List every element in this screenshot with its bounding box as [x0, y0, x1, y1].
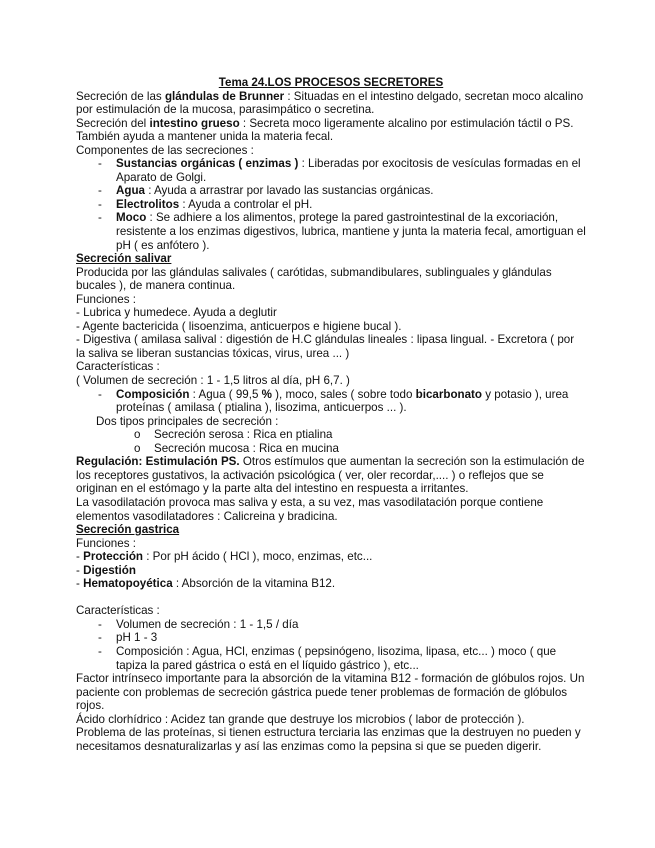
gastrica-caracteristica-item: - pH 1 - 3: [76, 631, 586, 645]
tipos-label: Dos tipos principales de secreción :: [96, 414, 279, 428]
component-item: [76, 184, 586, 198]
salivar-funciones-label: Funciones :: [76, 292, 136, 306]
gastrica-funciones-label: Funciones :: [76, 536, 136, 550]
component-text: : Liberadas por exocitosis de vesículas formadas en el Aparato de Golgi.: [116, 157, 581, 184]
component-item: [76, 198, 586, 212]
component-text: : Ayuda a controlar el pH.: [179, 197, 313, 211]
componentes-label: Componentes de las secreciones :: [76, 143, 254, 157]
proteinas-paragraph: Problema de las proteínas, si tienen estructura terciaria las enzimas que la destruyen no pueden y necesitamos desnaturalizarlas y así las enzimas como la pepsina si que se pueden digerir.: [76, 726, 581, 753]
salivar-funcion-item: - Lubrica y humedece. Ayuda a deglutir: [76, 306, 277, 320]
composicion-term: Composición: [116, 387, 190, 401]
tipo-item: o Secreción mucosa : Rica en mucina: [76, 442, 586, 456]
salivar-heading: Secreción salivar: [76, 252, 172, 266]
regulacion-paragraph: [76, 455, 586, 496]
gastrica-funcion-item: - Hematopoyética : Absorción de la vitamina B12.: [76, 577, 336, 591]
regulacion-term: Regulación: Estimulación PS.: [76, 455, 240, 469]
brunner-paragraph: [76, 90, 586, 117]
gastrica-funcion-item: - Protección : Por pH ácido ( HCl ), moco, enzimas, etc...: [76, 550, 373, 564]
grueso-paragraph: [76, 117, 586, 144]
hematopoyetica-text: : Absorción de la vitamina B12.: [172, 577, 336, 591]
component-item: [76, 211, 586, 252]
brunner-text: : Situadas en el intestino delgado, secretan moco alcalino por estimulación de la mucosa, parasimpático o secretina.: [76, 89, 584, 117]
grueso-text: : Secreta moco ligeramente alcalino por estimulación táctil o PS. También ayuda a mantener unida la materia fecal.: [76, 116, 574, 144]
vasodilatacion-paragraph: La vasodilatación provoca mas saliva y esta, a su vez, mas vasodilatación porque contiene elementos vasodilatadores : Calicreina y bradicina.: [76, 495, 544, 523]
salivar-intro: Producida por las glándulas salivales ( carótidas, submandibulares, sublinguales y glándulas bucales ), de manera continua.: [76, 265, 552, 293]
component-term: Moco: [116, 211, 147, 225]
grueso-term: intestino grueso: [149, 116, 240, 130]
component-term: Electrolitos: [116, 197, 180, 211]
composicion-percent: %: [261, 387, 272, 401]
composicion-text: y potasio ), urea proteínas ( amilasa ( ptialina ), lisozima, anticuerpos ... ).: [116, 387, 569, 415]
salivar-volumen: ( Volumen de secreción : 1 - 1,5 litros al día, pH 6,7. ): [76, 374, 350, 388]
component-term: Sustancias orgánicas ( enzimas ): [116, 157, 299, 171]
brunner-term: glándulas de Brunner: [164, 89, 285, 103]
proteccion-text: : Por pH ácido ( HCl ), moco, enzimas, etc...: [143, 550, 373, 564]
digestion-term: Digestión: [83, 563, 136, 577]
acido-paragraph: Ácido clorhídrico : Acidez tan grande que destruye los microbios ( labor de protección ).: [76, 712, 525, 726]
hematopoyetica-term: Hematopoyética: [83, 577, 173, 591]
bicarbonato-term: bicarbonato: [415, 387, 483, 401]
component-term: Agua: [116, 184, 145, 198]
gastrica-caracteristica-item: - Volumen de secreción : 1 - 1,5 / día: [76, 618, 586, 632]
component-text: : Se adhiere a los alimentos, protege la pared gastrointestinal de la excoriación, resistente a los enzimas digestivos, lubrica, mantiene y junta la materia fecal, amortiguan el pH ( es anfótero ).: [116, 211, 586, 252]
composicion-text: : Agua ( 99,5: [189, 387, 262, 401]
brunner-pre: Secreción de las: [76, 89, 165, 103]
gastrica-heading: Secreción gastrica: [76, 523, 180, 537]
proteccion-term: Protección: [83, 550, 144, 564]
gastrica-caracteristicas-label: Características :: [76, 604, 160, 618]
page-title: Tema 24.LOS PROCESOS SECRETORES: [218, 76, 444, 89]
blank-line: [76, 591, 586, 605]
regulacion-text: Otros estímulos que aumentan la secreción son la estimulación de los receptores gustativos, la activación psicológica ( ver, oler recordar,.... ) o reflejos que se originan en el estómago y la parte alta del intestino en respuesta a irritantes.: [76, 455, 585, 496]
grueso-pre: Secreción del: [76, 116, 150, 130]
salivar-composicion: [76, 388, 586, 415]
composicion-text: ), moco, sales ( sobre todo: [271, 387, 416, 401]
salivar-funcion-item: - Agente bactericida ( lisoenzima, anticuerpos e higiene bucal ).: [76, 319, 402, 333]
salivar-caracteristicas-label: Características :: [76, 360, 160, 374]
factor-paragraph: Factor intrínseco importante para la absorción de la vitamina B12 - formación de glóbulos rojos. Un paciente con problemas de secreción gástrica puede tener problemas de formación de glóbulos rojos.: [76, 672, 585, 713]
document-page: [76, 76, 586, 753]
component-text: : Ayuda a arrastrar por lavado las sustancias orgánicas.: [144, 184, 434, 198]
salivar-funcion-item: - Digestiva ( amilasa salival : digestión de H.C glándulas lineales : lipasa lingual. - Excretora ( por la saliva se liberan sustancias tóxicas, virus, urea ... ): [76, 333, 575, 360]
component-item: [76, 157, 586, 184]
gastrica-caracteristica-item: - Composición : Agua, HCl, enzimas ( pepsinógeno, lisozima, lipasa, etc... ) moco ( que tapiza la pared gástrica o está en el líquido gástrico ), etc...: [76, 645, 586, 672]
tipo-item: o Secreción serosa : Rica en ptialina: [76, 428, 586, 442]
gastrica-funcion-item: - Digestión: [76, 563, 136, 577]
